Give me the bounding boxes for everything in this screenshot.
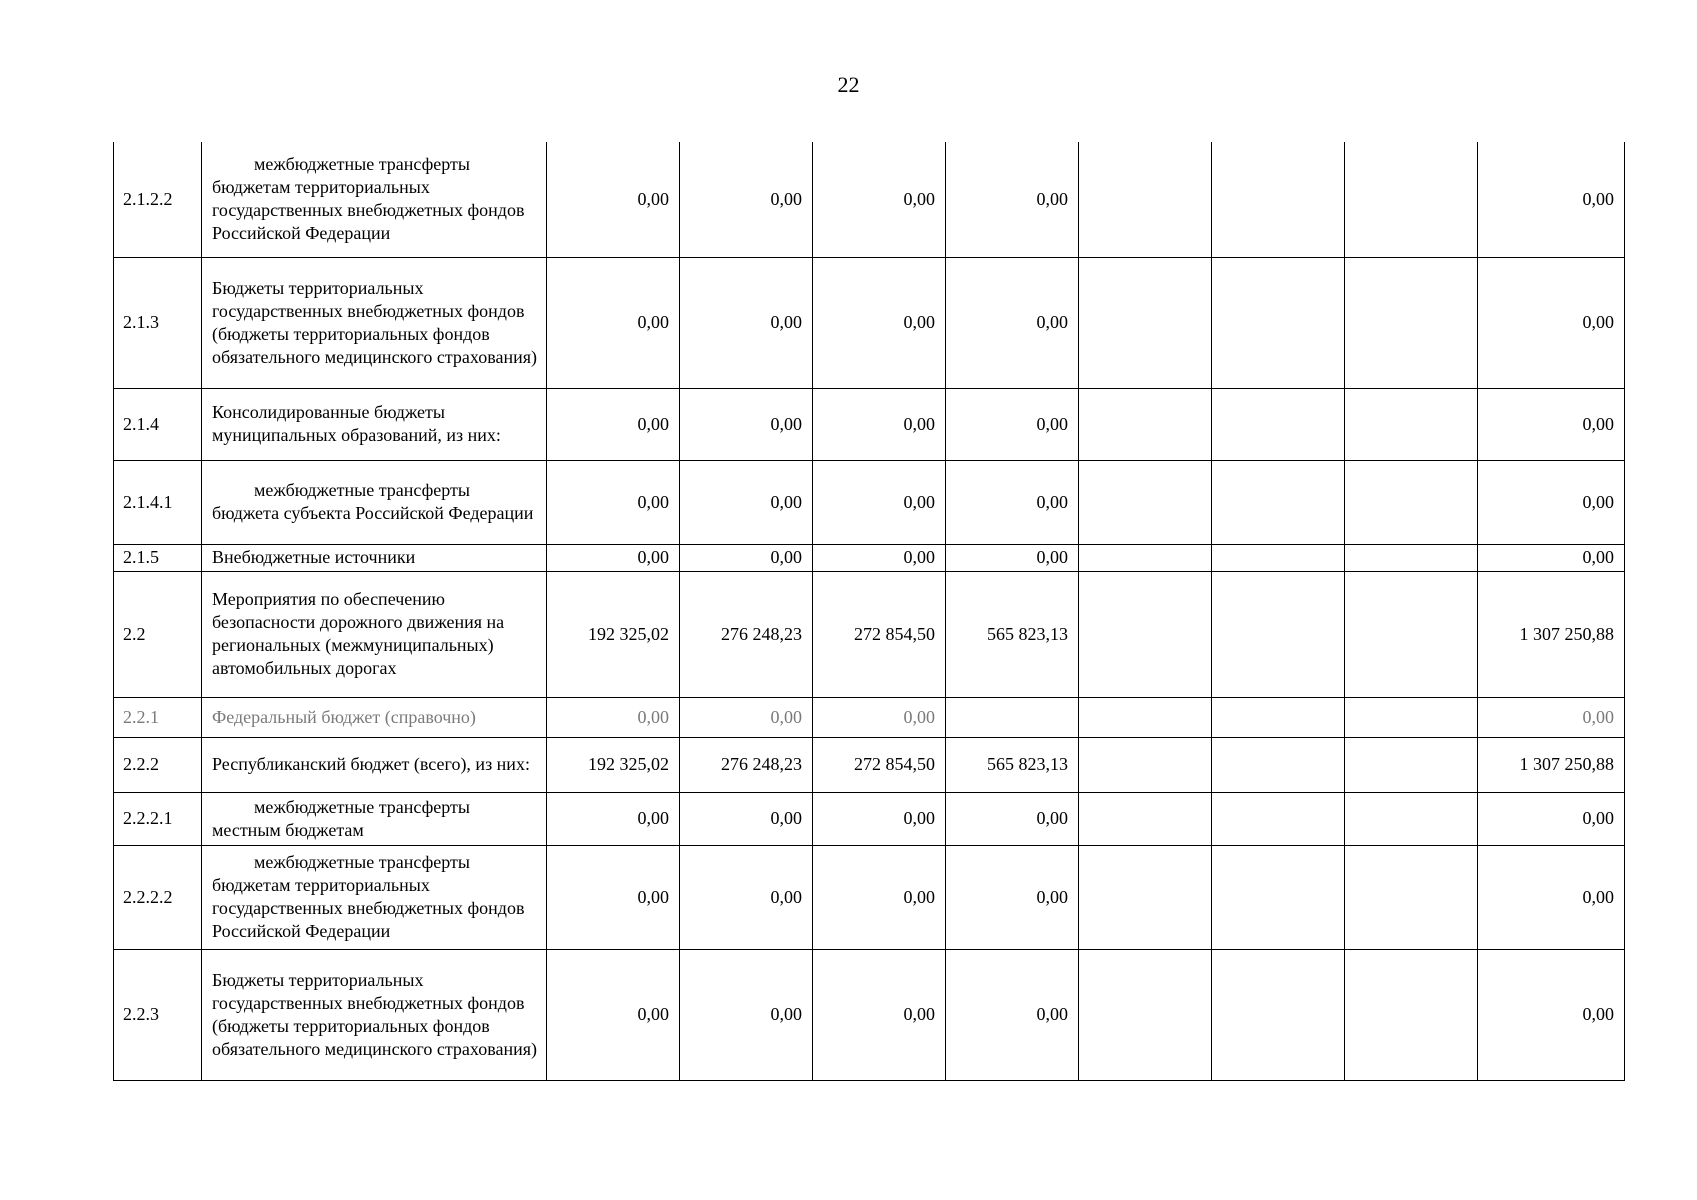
row-value-6: [1212, 257, 1345, 388]
row-value-4: 0,00: [946, 142, 1079, 257]
row-total: 0,00: [1478, 388, 1625, 460]
row-value-6: [1212, 544, 1345, 571]
row-value-3: 0,00: [813, 142, 946, 257]
row-value-3: 272 854,50: [813, 571, 946, 697]
row-name: Бюджеты территориальных государственных внебюджетных фондов (бюджеты территориальных фондов обязательного медицинского страхования): [202, 257, 547, 388]
row-value-4: 0,00: [946, 544, 1079, 571]
row-value-1: 0,00: [547, 845, 680, 949]
row-total: 0,00: [1478, 845, 1625, 949]
row-name: межбюджетные трансферты местным бюджетам: [202, 792, 547, 845]
row-name: межбюджетные трансферты бюджетам территориальных государственных внебюджетных фондов Российской Федерации: [202, 845, 547, 949]
row-total: 1 307 250,88: [1478, 571, 1625, 697]
row-value-5: [1079, 460, 1212, 544]
row-value-6: [1212, 142, 1345, 257]
row-code: 2.1.2.2: [114, 142, 202, 257]
row-code: 2.2.2.1: [114, 792, 202, 845]
row-value-6: [1212, 737, 1345, 792]
table-row: [114, 845, 1625, 949]
row-value-5: [1079, 737, 1212, 792]
row-name: Мероприятия по обеспечению безопасности дорожного движения на региональных (межмуниципальных) автомобильных дорогах: [202, 571, 547, 697]
row-value-5: [1079, 949, 1212, 1080]
row-value-5: [1079, 845, 1212, 949]
row-code: 2.1.5: [114, 544, 202, 571]
row-value-5: [1079, 142, 1212, 257]
row-value-5: [1079, 544, 1212, 571]
row-value-5: [1079, 571, 1212, 697]
row-value-4: 0,00: [946, 949, 1079, 1080]
row-total: 0,00: [1478, 142, 1625, 257]
row-value-1: 0,00: [547, 544, 680, 571]
row-value-4: 565 823,13: [946, 737, 1079, 792]
row-value-1: 192 325,02: [547, 737, 680, 792]
row-value-3: 0,00: [813, 544, 946, 571]
row-value-4: 0,00: [946, 792, 1079, 845]
row-value-2: 276 248,23: [680, 737, 813, 792]
row-value-3: 0,00: [813, 460, 946, 544]
row-code: 2.1.4.1: [114, 460, 202, 544]
table-row: [114, 257, 1625, 388]
page-number: 22: [837, 72, 860, 97]
row-name: Внебюджетные источники: [202, 544, 547, 571]
row-total: 0,00: [1478, 460, 1625, 544]
row-total: 0,00: [1478, 949, 1625, 1080]
row-value-6: [1212, 571, 1345, 697]
row-total: 1 307 250,88: [1478, 737, 1625, 792]
table-row: [114, 697, 1625, 737]
row-name: Республиканский бюджет (всего), из них:: [202, 737, 547, 792]
row-value-6: [1212, 949, 1345, 1080]
row-value-5: [1079, 697, 1212, 737]
row-value-7: [1345, 460, 1478, 544]
row-value-3: 0,00: [813, 792, 946, 845]
row-value-4: 0,00: [946, 845, 1079, 949]
row-value-4: [946, 697, 1079, 737]
row-value-6: [1212, 792, 1345, 845]
row-value-7: [1345, 388, 1478, 460]
row-value-7: [1345, 571, 1478, 697]
row-value-2: 0,00: [680, 697, 813, 737]
row-value-2: 0,00: [680, 388, 813, 460]
row-value-1: 0,00: [547, 949, 680, 1080]
row-total: 0,00: [1478, 544, 1625, 571]
budget-table: [113, 142, 1625, 1081]
row-value-6: [1212, 697, 1345, 737]
row-value-7: [1345, 142, 1478, 257]
row-value-7: [1345, 792, 1478, 845]
table-row: [114, 792, 1625, 845]
row-value-2: 0,00: [680, 845, 813, 949]
row-code: 2.1.3: [114, 257, 202, 388]
row-value-5: [1079, 388, 1212, 460]
row-total: 0,00: [1478, 792, 1625, 845]
row-value-6: [1212, 845, 1345, 949]
row-value-5: [1079, 257, 1212, 388]
row-value-5: [1079, 792, 1212, 845]
row-name: межбюджетные трансферты бюджетам территориальных государственных внебюджетных фондов Российской Федерации: [202, 142, 547, 257]
row-value-3: 272 854,50: [813, 737, 946, 792]
row-code: 2.2.1: [114, 697, 202, 737]
row-value-2: 0,00: [680, 460, 813, 544]
row-value-3: 0,00: [813, 845, 946, 949]
row-value-6: [1212, 460, 1345, 544]
row-value-4: 565 823,13: [946, 571, 1079, 697]
row-value-3: 0,00: [813, 388, 946, 460]
row-code: 2.2.2.2: [114, 845, 202, 949]
table-row: [114, 142, 1625, 257]
table-row: [114, 949, 1625, 1080]
row-value-2: 0,00: [680, 949, 813, 1080]
row-value-7: [1345, 544, 1478, 571]
row-value-1: 0,00: [547, 697, 680, 737]
row-value-4: 0,00: [946, 257, 1079, 388]
row-value-4: 0,00: [946, 460, 1079, 544]
row-value-1: 0,00: [547, 792, 680, 845]
row-code: 2.1.4: [114, 388, 202, 460]
table-row: [114, 460, 1625, 544]
row-value-1: 0,00: [547, 460, 680, 544]
table-row: [114, 737, 1625, 792]
row-value-7: [1345, 845, 1478, 949]
row-code: 2.2.3: [114, 949, 202, 1080]
row-value-1: 0,00: [547, 257, 680, 388]
row-value-7: [1345, 949, 1478, 1080]
row-value-1: 192 325,02: [547, 571, 680, 697]
row-value-2: 0,00: [680, 792, 813, 845]
table-row: [114, 388, 1625, 460]
row-code: 2.2: [114, 571, 202, 697]
row-value-3: 0,00: [813, 697, 946, 737]
row-code: 2.2.2: [114, 737, 202, 792]
row-value-3: 0,00: [813, 257, 946, 388]
row-value-1: 0,00: [547, 142, 680, 257]
row-value-7: [1345, 697, 1478, 737]
row-name: Консолидированные бюджеты муниципальных образований, из них:: [202, 388, 547, 460]
row-name: Федеральный бюджет (справочно): [202, 697, 547, 737]
row-value-3: 0,00: [813, 949, 946, 1080]
row-value-7: [1345, 737, 1478, 792]
row-value-2: 276 248,23: [680, 571, 813, 697]
table-row: [114, 571, 1625, 697]
row-name: Бюджеты территориальных государственных внебюджетных фондов (бюджеты территориальных фондов обязательного медицинского страхования): [202, 949, 547, 1080]
row-value-6: [1212, 388, 1345, 460]
table-row: [114, 544, 1625, 571]
row-total: 0,00: [1478, 257, 1625, 388]
row-name: межбюджетные трансферты бюджета субъекта Российской Федерации: [202, 460, 547, 544]
row-value-1: 0,00: [547, 388, 680, 460]
row-total: 0,00: [1478, 697, 1625, 737]
row-value-4: 0,00: [946, 388, 1079, 460]
row-value-7: [1345, 257, 1478, 388]
row-value-2: 0,00: [680, 257, 813, 388]
row-value-2: 0,00: [680, 544, 813, 571]
row-value-2: 0,00: [680, 142, 813, 257]
